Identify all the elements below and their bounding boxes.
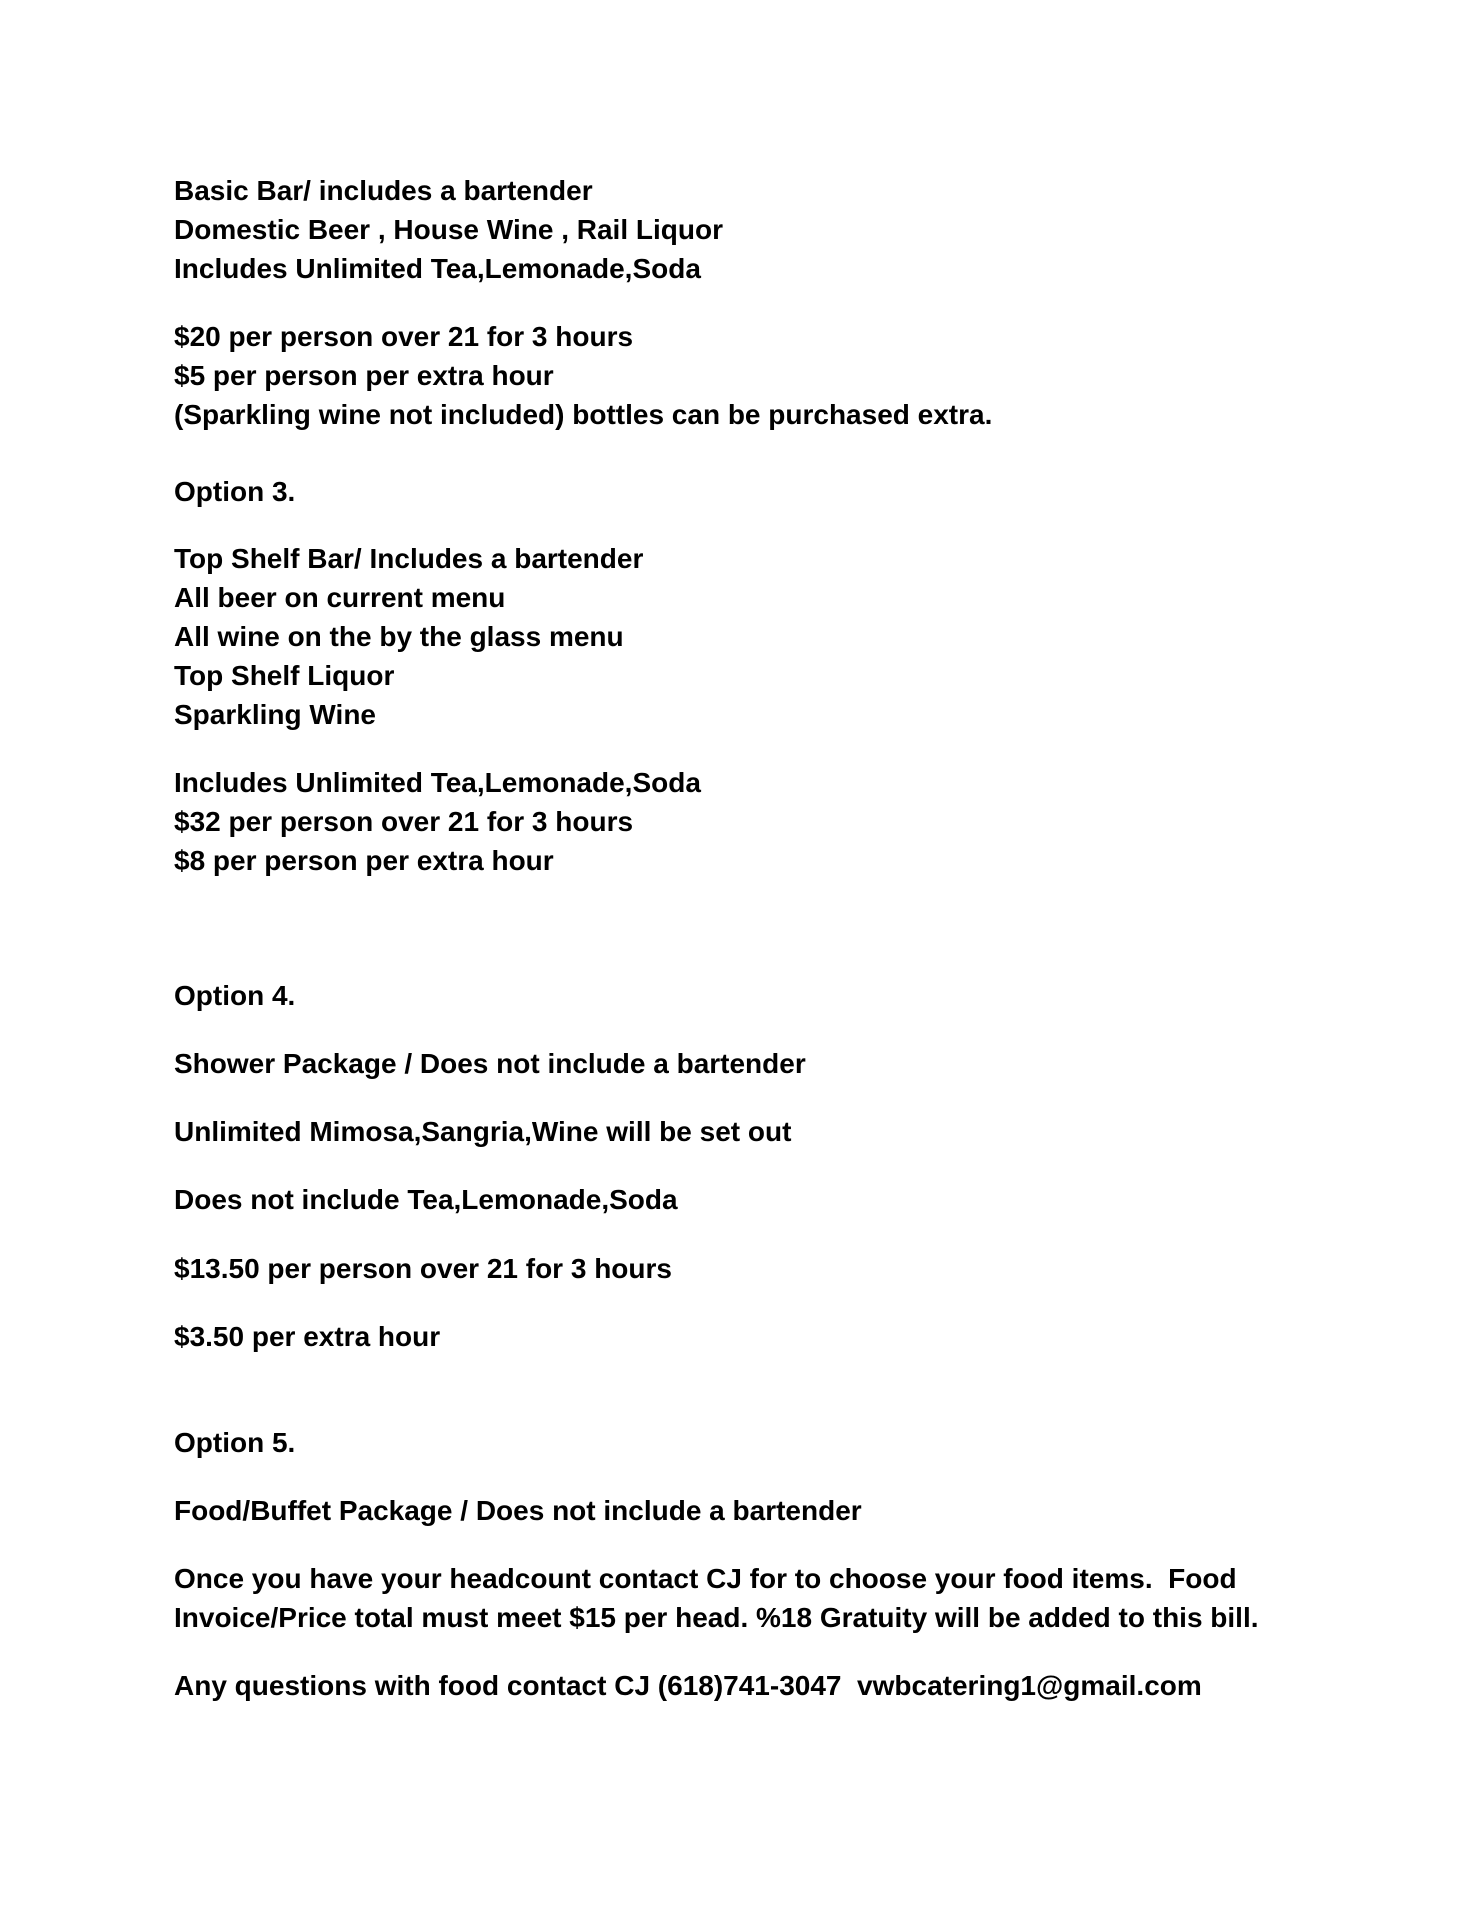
option3-includes: Includes Unlimited Tea,Lemonade,Soda xyxy=(174,767,701,798)
option3-price: $32 per person over 21 for 3 hours xyxy=(174,806,634,837)
option3-item: Sparkling Wine xyxy=(174,699,377,730)
option5-contact: Any questions with food contact CJ (618)741-3047 vwbcatering1@gmail.com xyxy=(174,1670,1202,1701)
option3-heading: Option 3. xyxy=(174,476,296,507)
option5-desc-line1: Once you have your headcount contact CJ for to choose your food items. Food xyxy=(174,1563,1237,1594)
option4-title: Shower Package / Does not include a bartender xyxy=(174,1048,806,1079)
option3-title: Top Shelf Bar/ Includes a bartender xyxy=(174,543,644,574)
basic-bar-includes: Includes Unlimited Tea,Lemonade,Soda xyxy=(174,253,701,284)
option4-excludes: Does not include Tea,Lemonade,Soda xyxy=(174,1184,678,1215)
basic-bar-items: Domestic Beer , House Wine , Rail Liquor xyxy=(174,214,723,245)
option3-item: All wine on the by the glass menu xyxy=(174,621,624,652)
option5-desc-line2: Invoice/Price total must meet $15 per head. %18 Gratuity will be added to this bill. xyxy=(174,1602,1259,1633)
option3-item: Top Shelf Liquor xyxy=(174,660,395,691)
option4-heading: Option 4. xyxy=(174,980,296,1011)
option5-heading: Option 5. xyxy=(174,1427,296,1458)
option5-title: Food/Buffet Package / Does not include a bartender xyxy=(174,1495,862,1526)
basic-bar-title: Basic Bar/ includes a bartender xyxy=(174,175,593,206)
option4-extra-hour: $3.50 per extra hour xyxy=(174,1321,441,1352)
basic-bar-note: (Sparkling wine not included) bottles can be purchased extra. xyxy=(174,399,993,430)
option3-extra-hour: $8 per person per extra hour xyxy=(174,845,554,876)
basic-bar-price: $20 per person over 21 for 3 hours xyxy=(174,321,634,352)
option3-item: All beer on current menu xyxy=(174,582,506,613)
option4-price: $13.50 per person over 21 for 3 hours xyxy=(174,1253,672,1284)
option4-items: Unlimited Mimosa,Sangria,Wine will be set out xyxy=(174,1116,792,1147)
basic-bar-extra-hour: $5 per person per extra hour xyxy=(174,360,554,391)
